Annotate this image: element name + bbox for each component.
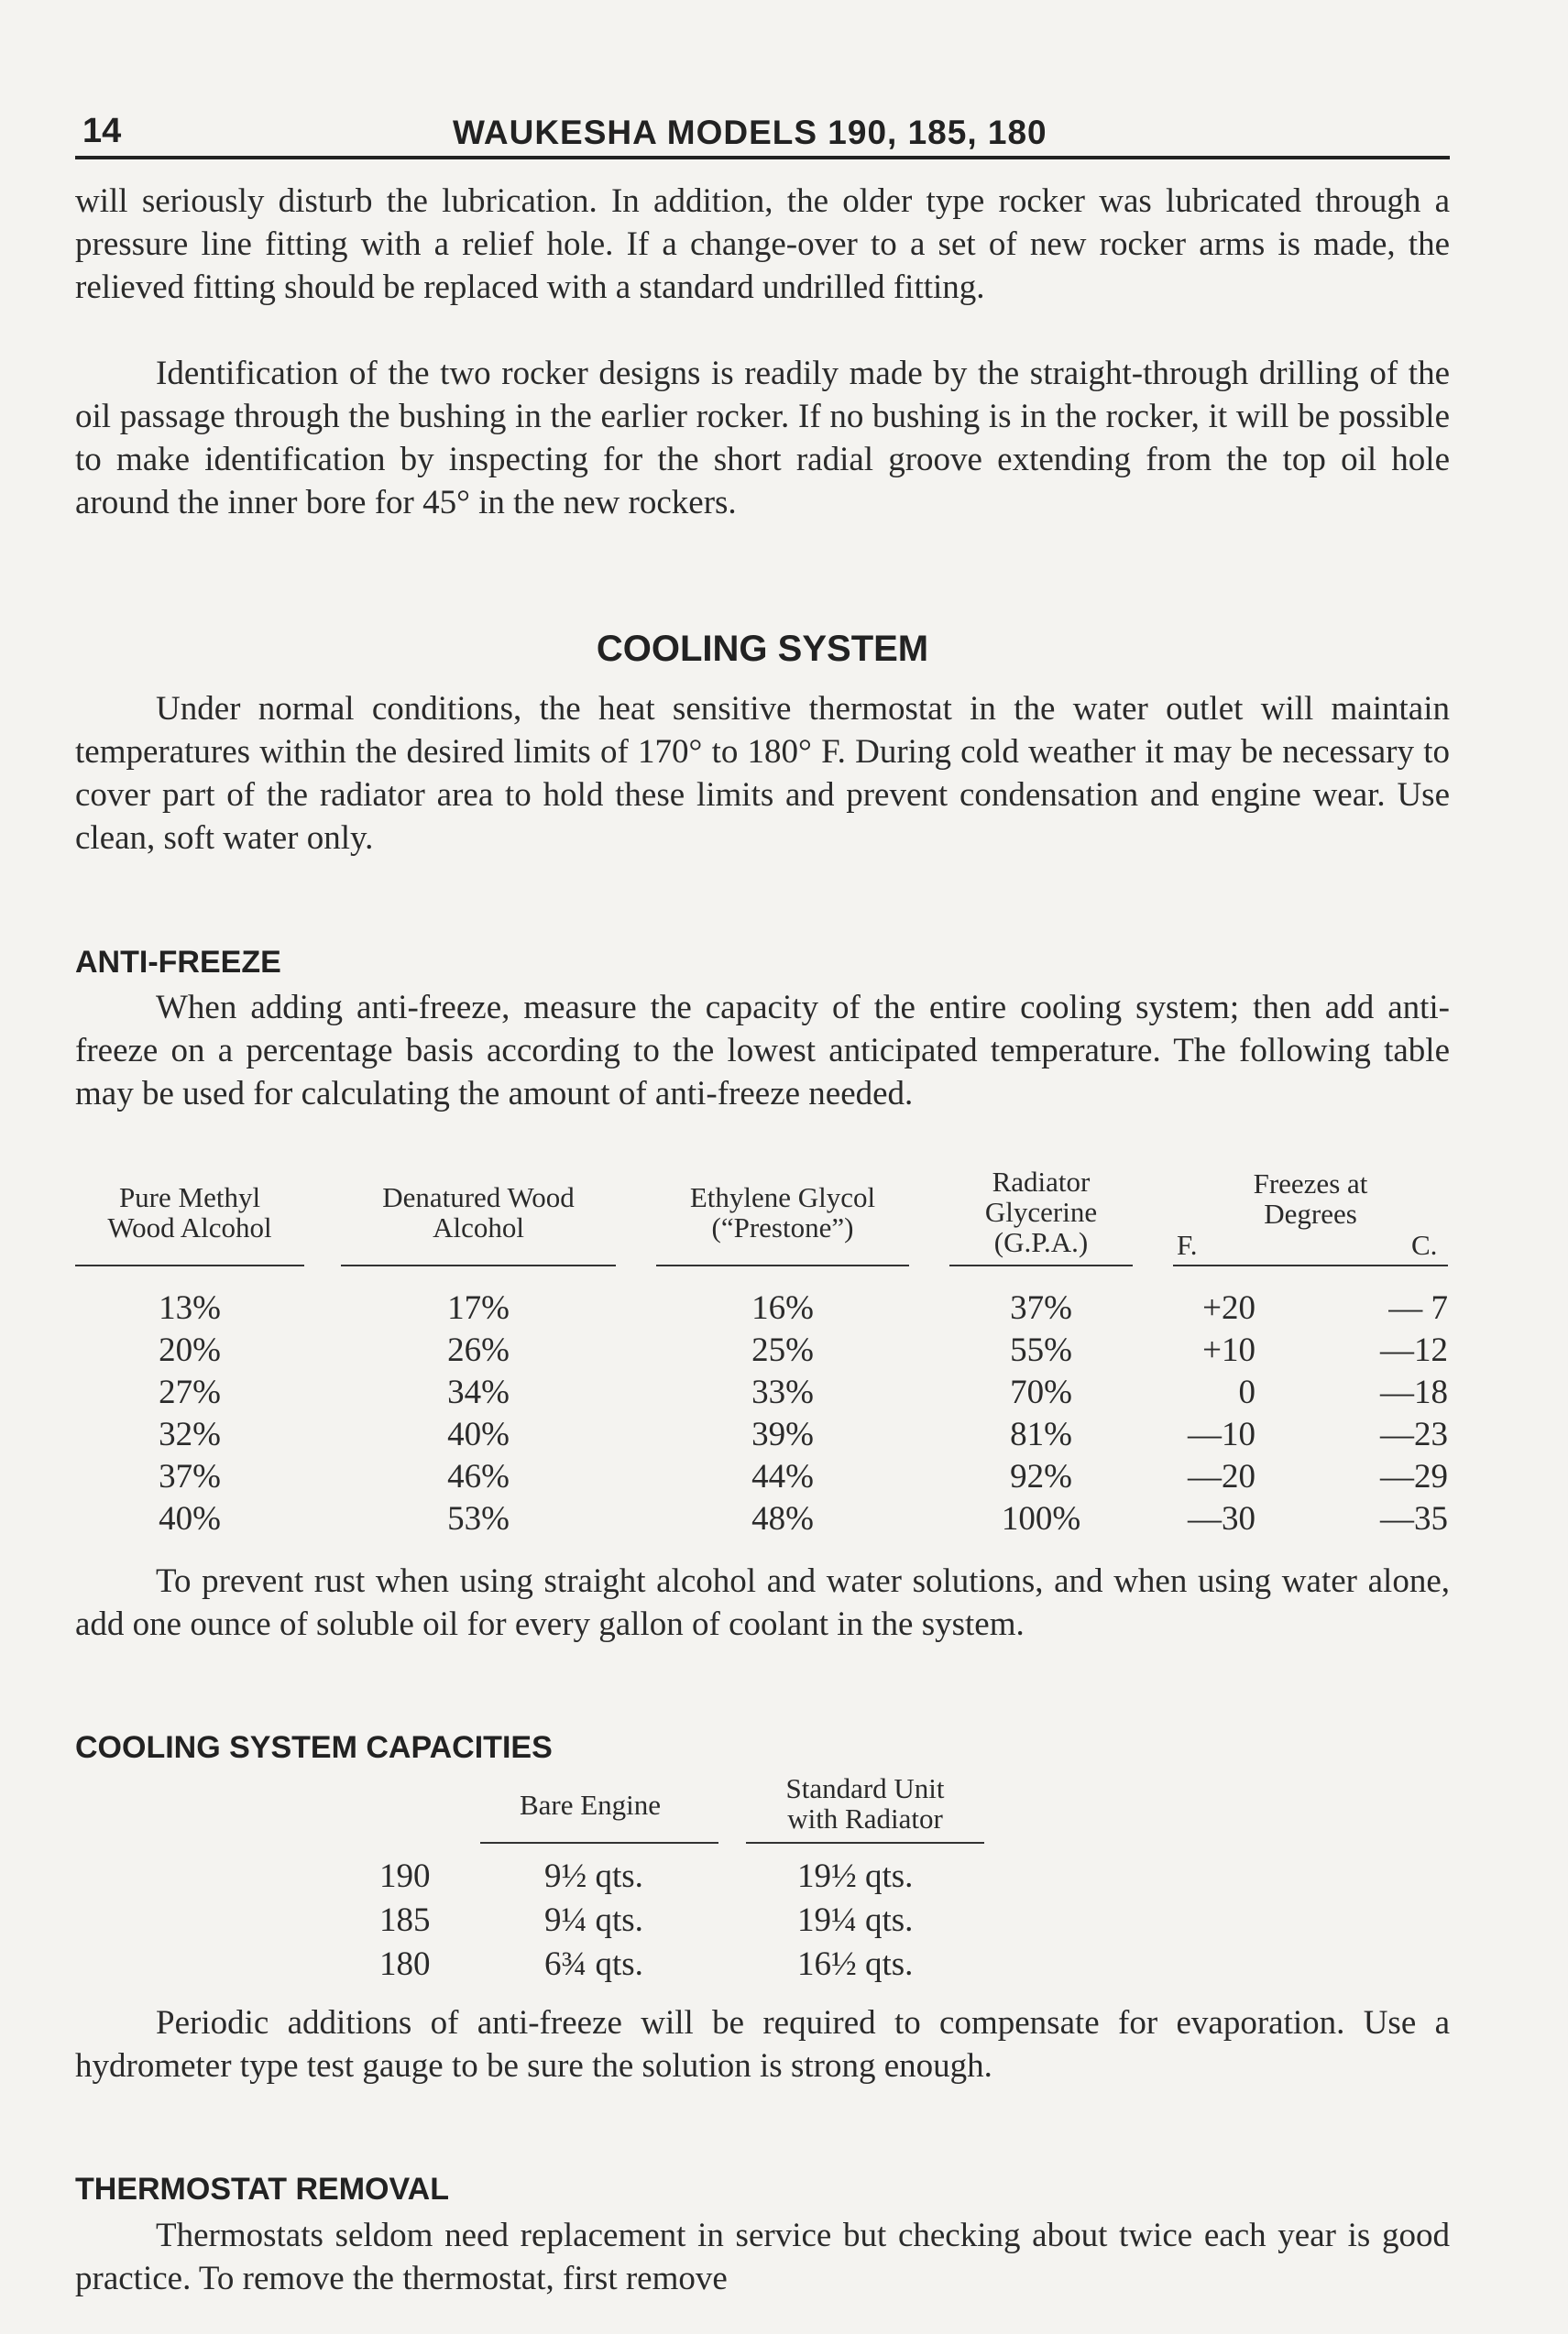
periodic-additions-paragraph: Periodic additions of anti-freeze will be required to compensate for evaporation. Use a hydrometer type test gauge to be sure the solution is strong enough. [75,2004,1450,2085]
intro-paragraph-1: will seriously disturb the lubrication. In addition, the older type rocker was lubricated through a pressure line fitting with a relief hole. If a change-over to a set of new rocker arms is made, the relieved fitting should be replaced with a standard undrilled fitting. [75,182,1450,306]
col-header-standard-unit: Standard Unit with Radiator [785,1772,945,1835]
rust-prevention-paragraph: To prevent rust when using straight alcohol and water solutions, and when using water alone, add one ounce of soluble oil for every gallon of coolant in the system. [75,1562,1450,1643]
header-rule [75,1265,304,1266]
manual-page: 14 WAUKESHA MODELS 190, 185, 180 will seriously disturb the lubrication. In addition, the older type rocker was lubricated through a pressure line fitting with a relief hole. If a change-over to a set of new rocker arms is made, the relieved fitting should be replaced with a standard undrilled fitting. Identification of the two rocker designs is readily made by the straight-through drilling of the oil passage through the bushing in the earlier rocker. If no bushing is in the rocker, it will be possible to make identification by inspecting for the short radial groove extending from the top oil hole around the inner bore for 45° in the new rockers. COOLING SYSTEM Under normal conditions, the heat sensitive thermostat in the water outlet will maintain temperatures within the desired limits of 170° to 180° F. During cold weather it may be necessary to cover part of the radiator area to hold these limits and prevent condensation and engine wear. Use clean, soft water only. ANTI-FREEZE When adding anti-freeze, measure the capacity of the entire cooling system; then add anti-freeze on a percentage basis according to the lowest anticipated temperature. The following table may be used for calculating the amount of anti-freeze needed. Pure Methyl Wood Alcohol Denatured Wood Alcohol Ethylene Glycol (“Prestone”) Radiator Glycerine (G.P.A.) Freezes at Degrees F. C. 13% 17% 16% 37% +20 — 7 20% 26% 25% 55% +10 —12 27% 34% 33% 70% 0 —18 32% 40% 39% 81% —10 —23 37% 46% 44% 92% —20 —29 40% 53% 48% 100% —30 —35 To prevent rust when using straight alcohol and water solutions, and when using water alone, add one ounce of soluble oil for every gallon of coolant in the system. COOLING SYSTEM CAPACITIES Bare Engine Standard Unit with Radiator 190 9½ qts. 19½ qts. 185 9¼ qts. 19¼ qts. 180 6¾ qts. 16½ qts. Periodic additions of anti-freeze will be required to compensate for evaporation. Use a hydrometer type test gauge to be sure the solution is strong enough. THERMOSTAT REMOVAL Thermostats seldom need replacement in service but checking about twice each year is good practice. To remove the thermostat, first remove [0,0,1568,2334]
col-header-glycol: Ethylene Glycol (“Prestone”) [689,1181,876,1244]
header-rule [480,1842,718,1844]
header-rule [949,1265,1133,1266]
header-rule [341,1265,616,1266]
running-title: WAUKESHA MODELS 190, 185, 180 [453,114,1047,151]
col-header-denatured: Denatured Wood Alcohol [382,1181,575,1244]
page-number: 14 [82,112,122,150]
cooling-paragraph: Under normal conditions, the heat sensitive thermostat in the water outlet will maintain temperatures within the desired limits of 170° to 180° F. During cold weather it may be necessary to cover part of the radiator area to hold these limits and prevent condensation and engine wear. Use clean, soft water only. [75,690,1450,857]
subheading-thermostat-removal: THERMOSTAT REMOVAL [75,2172,449,2207]
col-header-methyl: Pure Methyl Wood Alcohol [107,1181,272,1244]
col-header-glycerine: Radiator Glycerine (G.P.A.) [984,1166,1098,1258]
antifreeze-paragraph: When adding anti-freeze, measure the capacity of the entire cooling system; then add anti-freeze on a percentage basis according to the lowest anticipated temperature. The following table may be used for calculating the amount of anti-freeze needed. [75,989,1450,1112]
col-header-fahrenheit: F. [1177,1229,1198,1261]
header-rule [746,1842,984,1844]
col-header-bare-engine: Bare Engine [519,1789,662,1821]
thermostat-paragraph: Thermostats seldom need replacement in service but checking about twice each year is good practice. To remove the thermostat, first remove [75,2217,1450,2297]
header-rule [656,1265,909,1266]
col-header-freezes: Freezes at Degrees [1253,1167,1368,1230]
running-header [75,108,1450,159]
subheading-cooling-capacities: COOLING SYSTEM CAPACITIES [75,1730,553,1765]
intro-paragraph-2: Identification of the two rocker designs is readily made by the straight-through drilling of the oil passage through the bushing in the earlier rocker. If no bushing is in the rocker, it will be possible to make identification by inspecting for the short radial groove extending from the top oil hole around the inner bore for 45° in the new rockers. [75,355,1450,521]
col-header-celsius: C. [1411,1229,1438,1261]
subheading-anti-freeze: ANTI-FREEZE [75,945,281,980]
header-rule [1173,1265,1448,1266]
section-heading-cooling-system: COOLING SYSTEM [596,629,929,669]
